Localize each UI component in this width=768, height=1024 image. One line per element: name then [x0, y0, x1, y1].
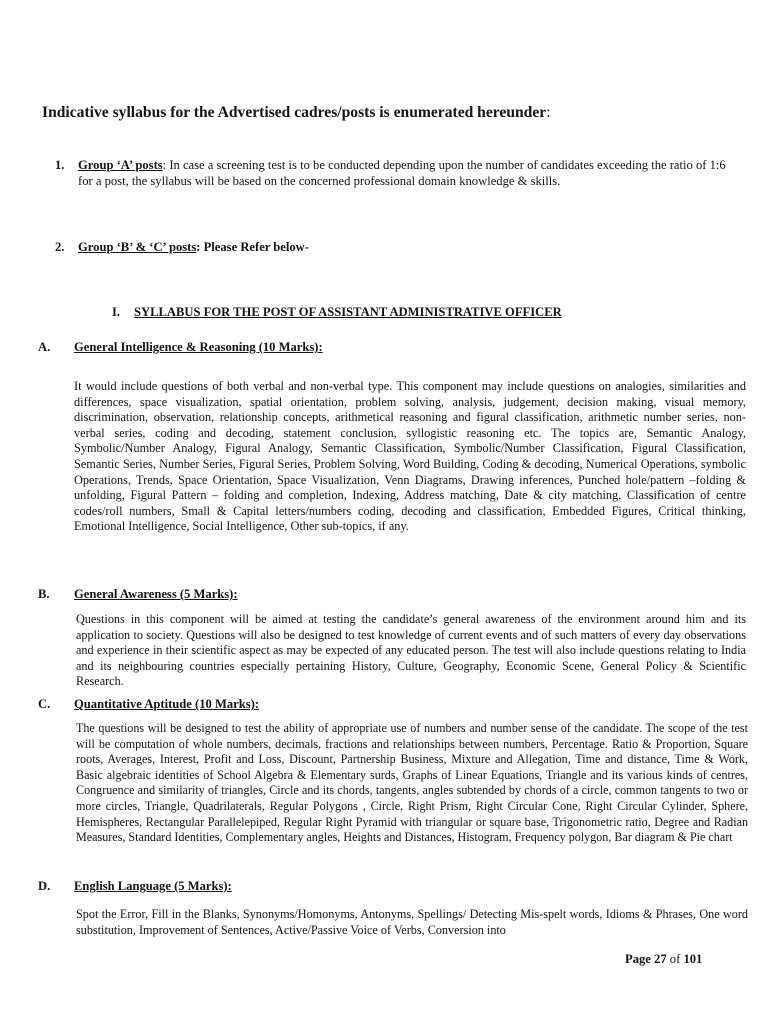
syllabus-roman-numeral: I. — [112, 305, 121, 319]
page-heading — [42, 104, 742, 122]
page-total: 101 — [683, 952, 703, 966]
syllabus-title — [112, 305, 672, 320]
section-letter-c: C. — [38, 697, 51, 711]
section-title-quantitative: Quantitative Aptitude (10 Marks): — [74, 697, 260, 711]
group-b-c-label: Group ‘B’ & ‘C’ posts — [78, 240, 197, 254]
list-item-text — [78, 158, 728, 189]
page-label: Page — [625, 952, 651, 966]
section-body-quantitative: The questions will be designed to test the ability of appropriate use of numbers and number sense of the candidate. The scope of the test will be computation of whole numbers, decimals, fractions and relationships between numbers, Percentage. Ratio & Proportion, Square roots, Averages, Interest, Profit and Loss, Discount, Partnership Business, Mixture and Allegation, Time and distance, Time & Work, Basic algebraic identities of School Algebra & Elementary surds, Graphs of Linear Equations, Triangle and its various kinds of centres, Congruence and similarity of triangles, Circle and its chords, tangents, angles subtended by chords of a circle, common tangents to two or more circles, Triangle, Quadrilaterals, Regular Polygons , Circle, Right Prism, Right Circular Cone, Right Circular Cylinder, Sphere, Hemispheres, Rectangular Parallelepiped, Regular Right Pyramid with triangular or square base, Trigonometric ratio, Degree and Radian Measures, Standard Identities, Complementary angles, Heights and Distances, Histogram, Frequency polygon, Bar diagram & Pie chart — [76, 721, 748, 845]
list-item-text — [78, 240, 728, 256]
section-letter-d: D. — [38, 879, 51, 893]
section-letter-a: A. — [38, 340, 51, 354]
section-title-reasoning: General Intelligence & Reasoning (10 Marks): — [74, 340, 323, 354]
heading-text: Indicative syllabus for the Advertised cadres/posts is enumerated hereunder — [42, 104, 547, 121]
group-b-c-description: Please Refer below- — [200, 240, 309, 254]
group-a-colon: : — [162, 158, 167, 172]
list-number: 1. — [55, 158, 65, 172]
page-of-label: of — [669, 952, 681, 966]
section-title-english: English Language (5 Marks): — [74, 879, 232, 893]
page-footer — [625, 952, 702, 967]
group-b-c-colon: : — [196, 240, 201, 254]
group-a-label: Group ‘A’ posts — [78, 158, 163, 172]
section-letter-b: B. — [38, 587, 50, 601]
section-body-english: Spot the Error, Fill in the Blanks, Synonyms/Homonyms, Antonyms, Spellings/ Detecting Mis-spelt words, Idioms & Phrases, One word substitution, Improvement of Sentences, Active/Passive Voice of Verbs, Conversion into — [76, 907, 748, 937]
section-body-reasoning: It would include questions of both verbal and non-verbal type. This component may include questions on analogies, similarities and differences, space visualization, spatial orientation, problem solving, analysis, judgement, decision making, visual memory, discrimination, observation, relationship concepts, arithmetical reasoning and figural classification, arithmetic number series, non-verbal series, coding and decoding, statement conclusion, syllogistic reasoning etc. The topics are, Semantic Analogy, Symbolic/Number Analogy, Figural Analogy, Semantic Classification, Symbolic/Number Classification, Figural Classification, Semantic Series, Number Series, Figural Series, Problem Solving, Word Building, Coding & decoding, Numerical Operations, symbolic Operations, Trends, Space Orientation, Space Visualization, Venn Diagrams, Drawing inferences, Punched hole/pattern –folding & unfolding, Figural Pattern – folding and completion, Indexing, Address matching, Date & city matching, Classification of centre codes/roll numbers, Small & Capital letters/numbers coding, decoding and classification, Embedded Figures, Critical thinking, Emotional Intelligence, Social Intelligence, Other sub-topics, if any. — [74, 379, 746, 534]
section-title-awareness: General Awareness (5 Marks): — [74, 587, 238, 601]
section-body-awareness: Questions in this component will be aimed at testing the candidate’s general awareness of the environment around him and its application to society. Questions will also be designed to test knowledge of current events and of such matters of every day observations and experience in their scientific aspect as may be expected of any educated person. The test will also include questions relating to India and its neighbouring countries especially pertaining History, Culture, Geography, Economic Scene, General Policy & Scientific Research. — [76, 612, 746, 689]
heading-colon: : — [546, 104, 551, 121]
syllabus-title-text: SYLLABUS FOR THE POST OF ASSISTANT ADMINISTRATIVE OFFICER — [134, 305, 562, 319]
page-number: 27 — [654, 952, 667, 966]
list-number: 2. — [55, 240, 65, 254]
group-a-description: In case a screening test is to be conducted depending upon the number of candidates exceeding the ratio of 1:6 for a post, the syllabus will be based on the concerned professional domain knowledge & skills. — [78, 158, 726, 188]
